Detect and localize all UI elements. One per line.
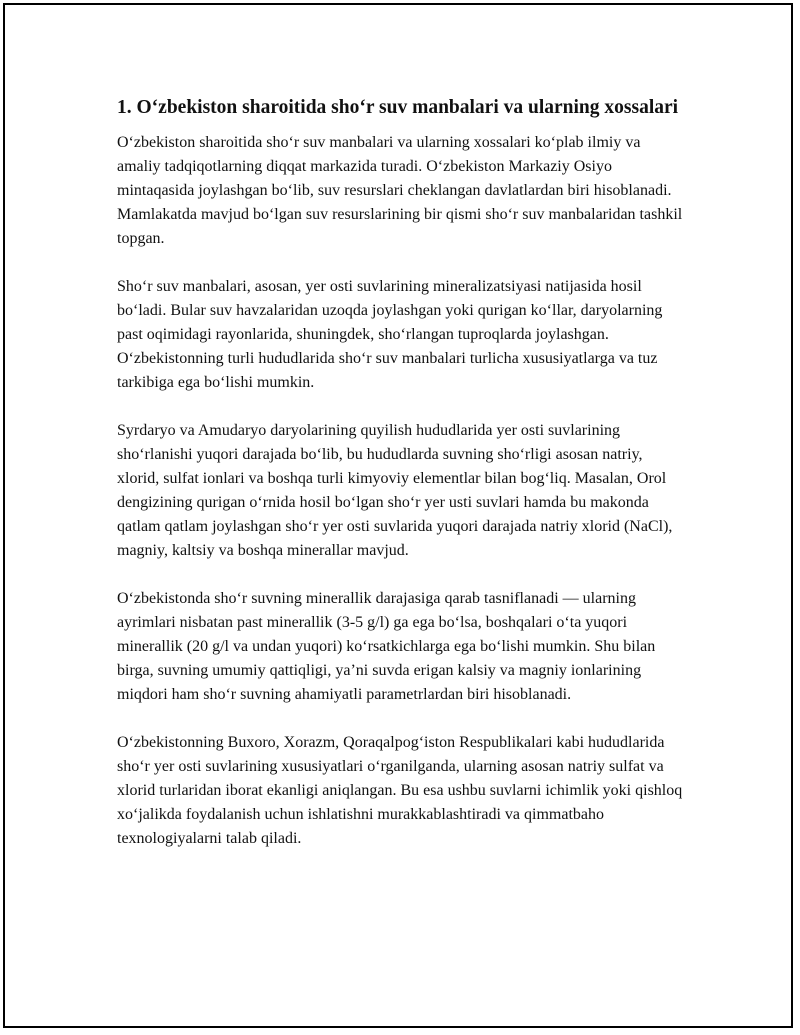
paragraph-5: O‘zbekistonning Buxoro, Xorazm, Qoraqalpog‘iston Respublikalari kabi hududlarida sho‘r yer osti suvlarining xususiyatlari o‘rganilganda, ularning asosan natriy sulfat va xlorid turlaridan iborat ekanligi aniqlangan. Bu esa ushbu suvlarni ichimlik yoki qishloq xo‘jalikda foydalanish uchun ishlatishni murakkablashtiradi va qimmatbaho texnologiyalarni talab qiladi.	[117, 734, 683, 847]
document-body	[117, 94, 687, 875]
section-heading: 1. O‘zbekiston sharoitida sho‘r suv manbalari va ularning xossalari	[117, 97, 679, 118]
paragraph-2: Sho‘r suv manbalari, asosan, yer osti suvlarining mineralizatsiyasi natijasida hosil bo‘ladi. Bular suv havzalaridan uzoqda joylashgan yoki qurigan ko‘llar, daryolarning past oqimidagi rayonlarida, shuningdek, sho‘rlangan tuproqlarda joylashgan. O‘zbekistonning turli hududlarida sho‘r suv manbalari turlicha xususiyatlarga va tuz tarkibiga ega bo‘lishi mumkin.	[117, 278, 663, 391]
paragraph-3: Syrdaryo va Amudaryo daryolarining quyilish hududlarida yer osti suvlarining sho‘rlanishi yuqori darajada bo‘lib, bu hududlarda suvning sho‘rligi asosan natriy, xlorid, sulfat ionlari va boshqa turli kimyoviy elementlar bilan bog‘liq. Masalan, Orol dengizining qurigan o‘rnida hosil bo‘lgan sho‘r yer usti suvlari hamda bu makonda qatlam qatlam joylashgan sho‘r yer osti suvlarida yuqori darajada natriy xlorid (NaCl), magniy, kaltsiy va boshqa minerallar mavjud.	[117, 422, 673, 559]
paragraph-4: O‘zbekistonda sho‘r suvning minerallik darajasiga qarab tasniflanadi — ularning ayrimlari nisbatan past minerallik (3-5 g/l) ga ega bo‘lsa, boshqalari o‘ta yuqori minerallik (20 g/l va undan yuqori) ko‘rsatkichlarga ega bo‘lishi mumkin. Shu bilan birga, suvning umumiy qattiqligi, ya’ni suvda erigan kalsiy va magniy ionlarining miqdori ham sho‘r suvning ahamiyatli parametrlardan biri hisoblanadi.	[117, 590, 656, 703]
paragraph-1: O‘zbekiston sharoitida sho‘r suv manbalari va ularning xossalari ko‘plab ilmiy va amaliy tadqiqotlarning diqqat markazida turadi. O‘zbekiston Markaziy Osiyo mintaqasida joylashgan bo‘lib, suv resurslari cheklangan davlatlardan biri hisoblanadi. Mamlakatda mavjud bo‘lgan suv resurslarining bir qismi sho‘r suv manbalaridan tashkil topgan.	[117, 134, 683, 247]
